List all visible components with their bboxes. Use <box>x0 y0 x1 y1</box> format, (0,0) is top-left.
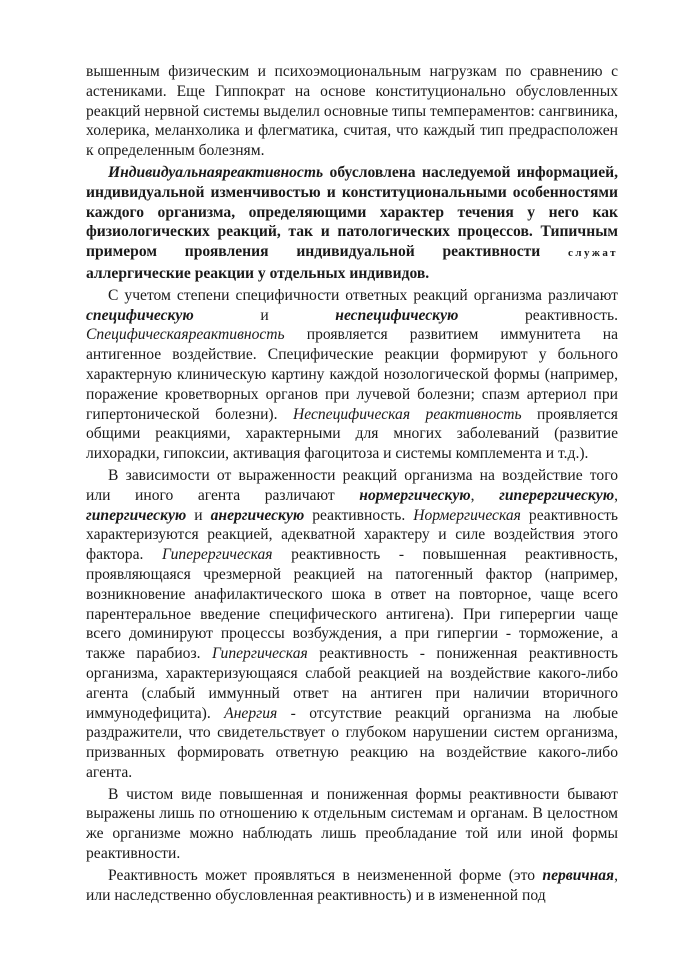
spaced-word: служат <box>567 247 618 260</box>
text-run: вышенным физическим и психоэмоциональным нагрузкам по сравнению с астениками. Еще Гиппократ на основе конституционально обусловленных реакций нервной системы выделил основные типы темпераментов: сангвиника, холерика, меланхолика и флегматика, считая, что каждый тип предрасположен к определенным болезням. <box>86 63 619 160</box>
document-page <box>86 62 618 905</box>
paragraph <box>86 785 618 864</box>
text-run: - отсутствие реакций организма на любые раздражители, что свидетельствует о глубоком нарушении систем организма, призванных формировать ответную реакцию на воздействие какого-либо агента. <box>86 704 618 781</box>
text-run: реактивность - пониженная реактивность организма, характеризующаяся слабой реакцией на воздействие какого-либо агента (слабый иммунный ответ на антиген при наличии вторичного иммунодефицита). <box>86 645 618 722</box>
text-run: реактивность. <box>304 506 414 524</box>
term-primary: первичная <box>542 866 615 884</box>
text-run: реактивность - повышенная реактивность, проявляющаяся чрезмерной реакцией на патогенный фактор (например, возникновение анафилактического шока в ответ на повторное, чаще всего парентеральное введение специфического антигена). При гиперергии чаще всего доминируют процессы возбуждения, а при гипергии - торможение, а также парабиоз. <box>86 546 618 663</box>
text-run: Реактивность может проявляться в неизмененной форме (это <box>108 866 543 884</box>
text-run: В зависимости от выраженности реакций организма на воздействие того или иного агента различают <box>86 466 618 504</box>
term-hypergic: гипергическую <box>86 506 187 524</box>
text-run: реактивность. <box>458 306 618 324</box>
term-specific: специфическую <box>86 306 194 324</box>
term-normergic: нормергическую <box>359 486 471 504</box>
text-run: обусловлена наследуемой информацией, индивидуальной изменчивостью и конституциональными особенностями каждого организма, определяющими характер течения у него как физиологических реакций, так и патологических процессов. Типичным примером проявления индивидуальной реактивности <box>86 163 618 261</box>
term-hyperergic-italic: Гиперергическая <box>162 546 273 564</box>
text-run: , <box>614 486 618 504</box>
paragraph <box>86 466 618 783</box>
paragraph <box>86 62 618 161</box>
paragraph <box>86 866 618 906</box>
term-normergic-italic: Нормергическая <box>413 506 521 524</box>
paragraph <box>86 286 618 464</box>
term-nonspecific: неспецифическую <box>335 306 459 324</box>
paragraph <box>86 163 618 284</box>
term-anergic: анергическую <box>210 506 305 524</box>
term-anergy: Анергия <box>224 704 278 722</box>
text-run: С учетом степени специфичности ответных реакций организма различают <box>108 286 618 304</box>
text-run: , <box>470 486 500 504</box>
text-run: реактивность характеризуются реакцией, адекватной характеру и силе воздействия этого фактора. <box>86 506 618 564</box>
text-run: и <box>186 506 211 524</box>
text-run: и <box>193 306 336 324</box>
term-hyperergic: гиперергическую <box>499 486 615 504</box>
text-run: аллергические реакции у отдельных индивидов. <box>86 264 430 282</box>
term-nonspecific-reactivity: Неспецифическая реактивность <box>292 405 522 423</box>
text-run: проявляется развитием иммунитета на антигенное воздействие. Специфические реакции формируют у больного характерную клиническую картину каждой нозологической формы (например, поражение кроветворных органов при лучевой болезни; спазм артериол при гипертонической болезни). <box>86 326 618 423</box>
term-specific-reactivity: Специфическаяреактивность <box>86 326 285 344</box>
text-run: , или наследственно обусловленная реактивность) и в измененной под <box>86 866 618 904</box>
term-hypergic-italic: Гипергическая <box>211 645 308 663</box>
text-run: проявляется общими реакциями, характерными для многих заболеваний (развитие лихорадки, гипоксии, активация фагоцитоза и системы комплемента и т.д.). <box>86 405 618 463</box>
text-run: В чистом виде повышенная и пониженная формы реактивности бывают выражены лишь по отношению к отдельным системам и органам. В целостном же организме можно наблюдать лишь преобладание той или иной формы реактивности. <box>86 785 618 863</box>
term-individual-reactivity: Индивидуальнаяреактивность <box>108 163 324 181</box>
